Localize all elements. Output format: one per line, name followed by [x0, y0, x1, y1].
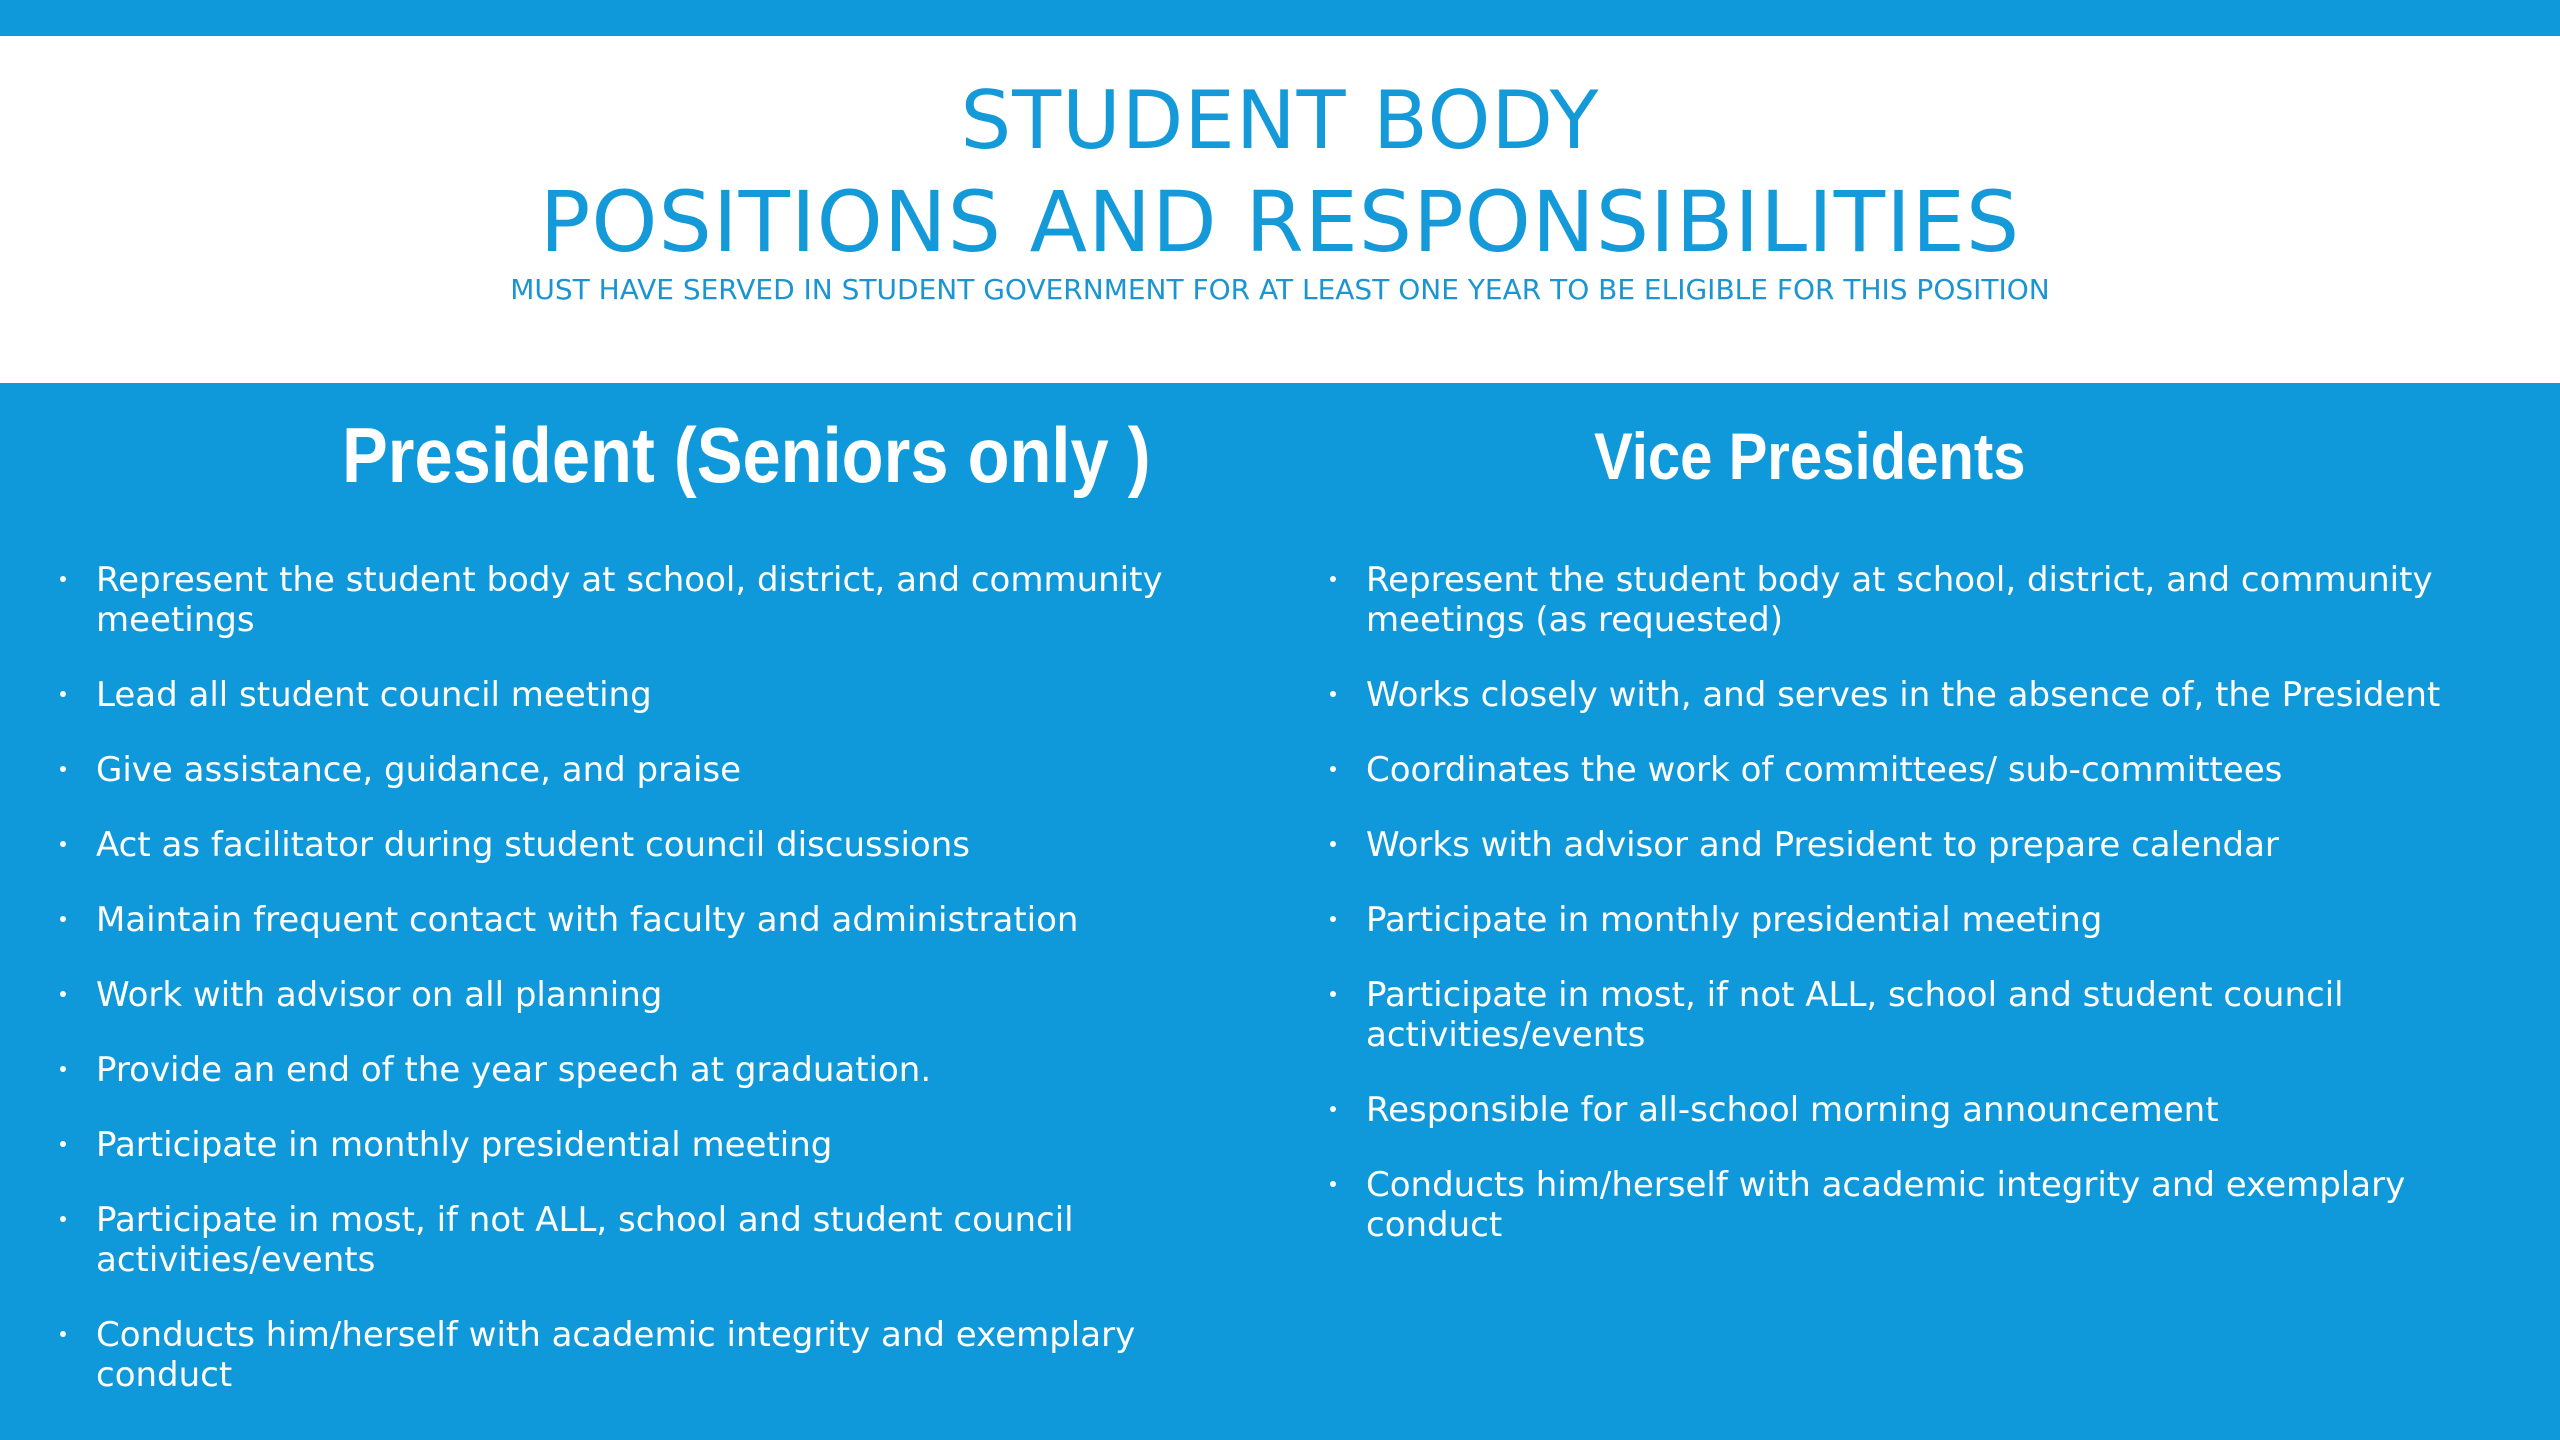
bullet-text-line: Participate in monthly presidential meeting	[96, 1125, 833, 1165]
bullet-item	[50, 1125, 1163, 1165]
slide-content	[0, 383, 2560, 1440]
slide-title-line-2: POSITIONS AND RESPONSIBILITIES	[539, 173, 2021, 271]
president-responsibilities-list	[50, 560, 1163, 1430]
bullet-text-line: Coordinates the work of committees/ sub-committees	[1366, 750, 2283, 790]
bullet-text-line: Act as facilitator during student council discussions	[96, 825, 970, 865]
bullet-text-line: conduct	[1366, 1205, 1503, 1245]
bullet-item	[1320, 825, 2440, 865]
bullet-item	[1320, 560, 2440, 640]
bullet-text-line: Conducts him/herself with academic integrity and exemplary	[1366, 1165, 2406, 1205]
bullet-marker	[60, 1331, 66, 1337]
bullet-text-line: activities/events	[1366, 1015, 1646, 1055]
bullet-text-line: Represent the student body at school, district, and community	[1366, 560, 2433, 600]
bullet-item	[1320, 975, 2440, 1055]
vice-presidents-responsibilities-list	[1320, 560, 2440, 1280]
bullet-item	[1320, 750, 2440, 790]
bullet-item	[1320, 900, 2440, 940]
bullet-item	[50, 900, 1163, 940]
bullet-item	[1320, 1090, 2440, 1130]
bullet-marker	[1330, 1106, 1336, 1112]
bullet-marker	[1330, 916, 1336, 922]
bullet-item	[50, 560, 1163, 640]
bullet-text-line: meetings	[96, 600, 255, 640]
bullet-item	[50, 675, 1163, 715]
bullet-marker	[60, 766, 66, 772]
bullet-item	[50, 750, 1163, 790]
slide-header	[0, 36, 2560, 383]
bullet-marker	[60, 841, 66, 847]
slide-subtitle: MUST HAVE SERVED IN STUDENT GOVERNMENT FOR AT LEAST ONE YEAR TO BE ELIGIBLE FOR THIS POSITION	[510, 273, 2050, 306]
bullet-text-line: Give assistance, guidance, and praise	[96, 750, 742, 790]
top-color-band	[0, 0, 2560, 36]
bullet-text-line: activities/events	[96, 1240, 376, 1280]
bullet-text-line: Participate in monthly presidential meeting	[1366, 900, 2103, 940]
bullet-marker	[1330, 841, 1336, 847]
bullet-marker	[1330, 1181, 1336, 1187]
bullet-item	[1320, 675, 2440, 715]
bullet-text-line: Works with advisor and President to prepare calendar	[1366, 825, 2279, 865]
bullet-item	[50, 825, 1163, 865]
bullet-text-line: Works closely with, and serves in the absence of, the President	[1366, 675, 2441, 715]
bullet-text-line: meetings (as requested)	[1366, 600, 1784, 640]
bullet-text-line: Maintain frequent contact with faculty and administration	[96, 900, 1079, 940]
bullet-text-line: Conducts him/herself with academic integrity and exemplary	[96, 1315, 1136, 1355]
bullet-marker	[60, 576, 66, 582]
slide-title-line-1: STUDENT BODY	[960, 74, 1600, 167]
bullet-marker	[1330, 766, 1336, 772]
president-heading: President (Seniors only )	[342, 411, 1151, 499]
bullet-item	[50, 975, 1163, 1015]
bullet-text-line: Work with advisor on all planning	[96, 975, 663, 1015]
bullet-text-line: Provide an end of the year speech at graduation.	[96, 1050, 932, 1090]
vice-presidents-column	[1320, 383, 2530, 1440]
bullet-text-line: conduct	[96, 1355, 233, 1395]
president-column	[50, 383, 1250, 1440]
bullet-text-line: Participate in most, if not ALL, school and student council	[96, 1200, 1074, 1240]
bullet-marker	[1330, 691, 1336, 697]
bullet-marker	[1330, 991, 1336, 997]
bullet-marker	[60, 1066, 66, 1072]
bullet-item	[1320, 1165, 2440, 1245]
vice-presidents-heading: Vice Presidents	[1594, 419, 2026, 493]
bullet-text-line: Represent the student body at school, district, and community	[96, 560, 1163, 600]
bullet-text-line: Responsible for all-school morning announcement	[1366, 1090, 2219, 1130]
bullet-item	[50, 1050, 1163, 1090]
bullet-marker	[60, 1141, 66, 1147]
bullet-text-line: Lead all student council meeting	[96, 675, 652, 715]
bullet-marker	[60, 916, 66, 922]
bullet-marker	[60, 691, 66, 697]
bullet-marker	[60, 991, 66, 997]
bullet-marker	[1330, 576, 1336, 582]
bullet-marker	[60, 1216, 66, 1222]
bullet-item	[50, 1315, 1163, 1395]
bullet-text-line: Participate in most, if not ALL, school and student council	[1366, 975, 2344, 1015]
bullet-item	[50, 1200, 1163, 1280]
